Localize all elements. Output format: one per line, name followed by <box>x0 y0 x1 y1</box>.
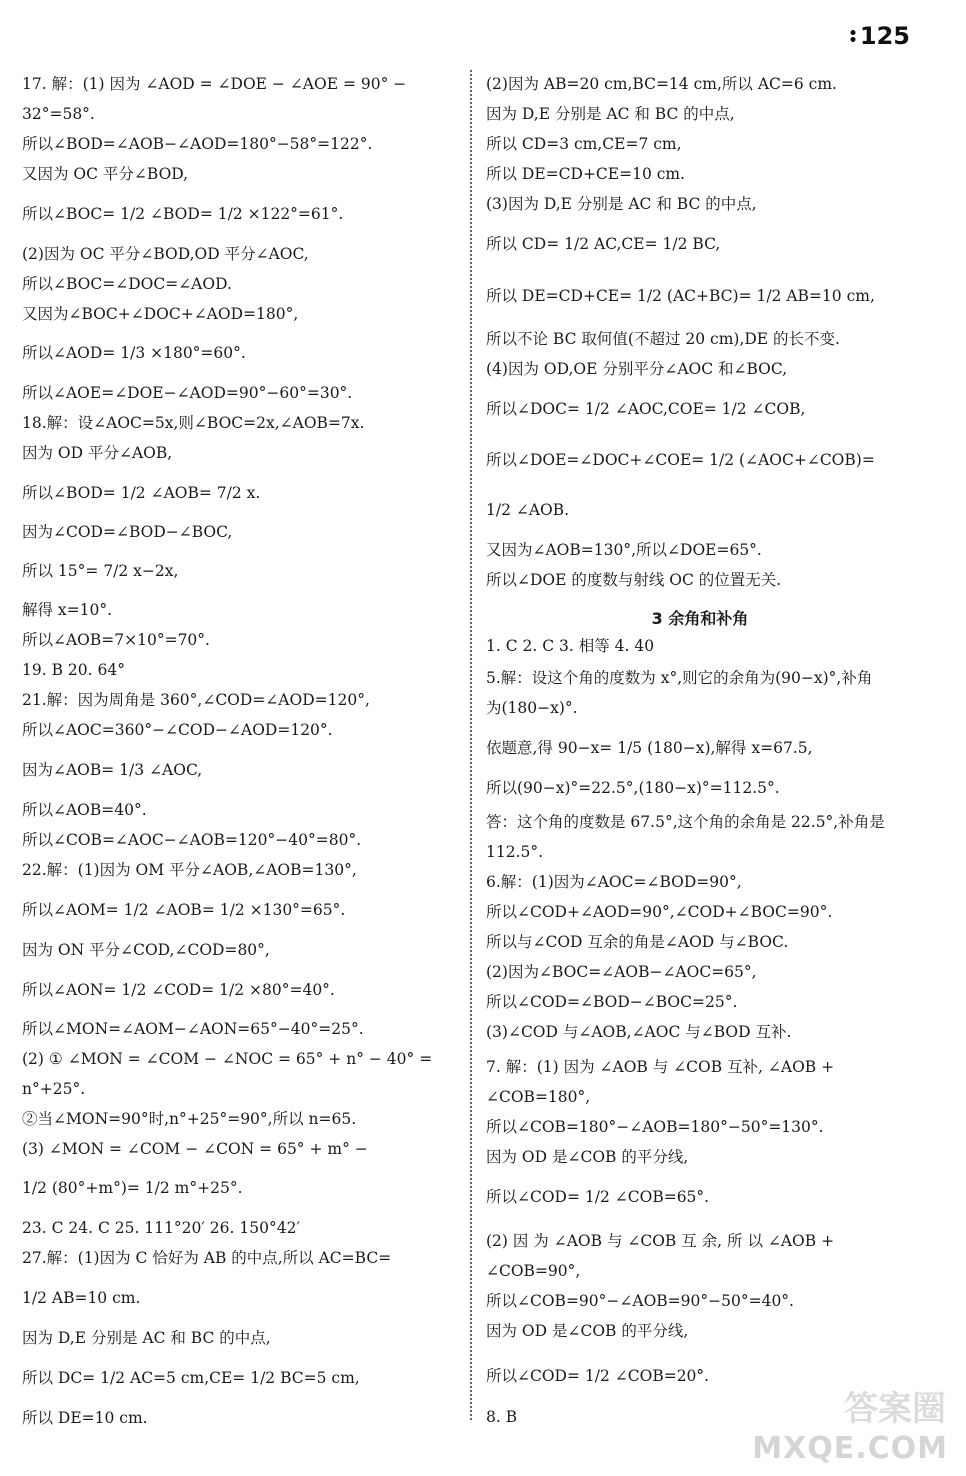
text-line: 因为 D,E 分别是 AC 和 BC 的中点, <box>22 1329 271 1347</box>
text-line: 所以(90−x)°=22.5°,(180−x)°=112.5°. <box>486 779 780 797</box>
text-line: 因为 OD 是∠COB 的平分线, <box>486 1148 689 1166</box>
page-marker-icon <box>850 29 856 43</box>
text-line: 又因为∠BOC+∠DOC+∠AOD=180°, <box>22 305 299 323</box>
text-line: 所以∠MON=∠AOM−∠AON=65°−40°=25°. <box>22 1020 364 1038</box>
text-line: 所以∠AOD= 1/3 ×180°=60°. <box>22 344 246 362</box>
text-line: (2)因为 OC 平分∠BOD,OD 平分∠AOC, <box>22 245 309 263</box>
text-line: 因为 OD 是∠COB 的平分线, <box>486 1322 689 1340</box>
text-line: 1/2 ∠AOB. <box>486 501 570 519</box>
watermark-url: MXQE.COM <box>752 1431 948 1466</box>
text-line: 17. 解：(1) 因为 ∠AOD = ∠DOE − ∠AOE = 90° − <box>22 75 407 93</box>
text-line: 所以∠COD= 1/2 ∠COB=65°. <box>486 1188 710 1206</box>
text-line: (2)因为∠BOC=∠AOB−∠AOC=65°, <box>486 963 757 981</box>
text-line: ∠COB=180°, <box>486 1088 591 1106</box>
text-line: 因为 OD 平分∠AOB, <box>22 444 173 462</box>
text-line: 所以 15°= 7/2 x−2x, <box>22 562 179 580</box>
text-line: ∠COB=90°, <box>486 1262 581 1280</box>
text-line: 1/2 (80°+m°)= 1/2 m°+25°. <box>22 1179 243 1197</box>
text-line: 所以∠BOD=∠AOB−∠AOD=180°−58°=122°. <box>22 135 373 153</box>
text-line: (3)因为 D,E 分别是 AC 和 BC 的中点, <box>486 195 757 213</box>
text-line: 所以 DC= 1/2 AC=5 cm,CE= 1/2 BC=5 cm, <box>22 1369 360 1387</box>
text-line: 解得 x=10°. <box>22 601 113 619</box>
text-line: 所以与∠COD 互余的角是∠AOD 与∠BOC. <box>486 933 789 951</box>
text-line: 所以∠AOC=360°−∠COD−∠AOD=120°. <box>22 721 333 739</box>
text-line: 所以 DE=CD+CE= 1/2 (AC+BC)= 1/2 AB=10 cm, <box>486 287 875 305</box>
text-line: 所以 CD=3 cm,CE=7 cm, <box>486 135 682 153</box>
text-line: 所以∠COD= 1/2 ∠COB=20°. <box>486 1367 710 1385</box>
column-divider <box>470 70 472 1420</box>
text-line: 所以∠DOE 的度数与射线 OC 的位置无关. <box>486 571 782 589</box>
text-line: 所以∠BOD= 1/2 ∠AOB= 7/2 x. <box>22 484 261 502</box>
page-number: 125 <box>850 22 910 50</box>
text-line: 依题意,得 90−x= 1/5 (180−x),解得 x=67.5, <box>486 739 813 757</box>
text-line: 为(180−x)°. <box>486 699 578 717</box>
text-line: (2)因为 AB=20 cm,BC=14 cm,所以 AC=6 cm. <box>486 75 837 93</box>
text-line: 27.解：(1)因为 C 恰好为 AB 的中点,所以 AC=BC= <box>22 1249 392 1267</box>
text-line: 21.解：因为周角是 360°,∠COD=∠AOD=120°, <box>22 691 370 709</box>
section-heading: 3 余角和补角 <box>651 609 749 628</box>
answer-line: 8. B <box>486 1408 518 1426</box>
text-line: 22.解：(1)因为 OM 平分∠AOB,∠AOB=130°, <box>22 861 357 879</box>
watermark-cn: 答案圈 <box>844 1389 946 1429</box>
text-line: 所以 DE=10 cm. <box>22 1409 148 1427</box>
text-line: 所以∠AOM= 1/2 ∠AOB= 1/2 ×130°=65°. <box>22 901 346 919</box>
text-line: (4)因为 OD,OE 分别平分∠AOC 和∠BOC, <box>486 360 788 378</box>
text-line: 112.5°. <box>486 843 544 861</box>
text-line: 5.解：设这个角的度数为 x°,则它的余角为(90−x)°,补角 <box>486 669 873 687</box>
text-line: 答：这个角的度数是 67.5°,这个角的余角是 22.5°,补角是 <box>486 813 885 831</box>
text-line: 所以∠AOB=40°. <box>22 801 147 819</box>
text-line: (3)∠COD 与∠AOB,∠AOC 与∠BOD 互补. <box>486 1023 792 1041</box>
text-line: 所以∠AOE=∠DOE−∠AOD=90°−60°=30°. <box>22 384 353 402</box>
text-line: 所以∠BOC=∠DOC=∠AOD. <box>22 275 232 293</box>
text-line: 所以∠COD+∠AOD=90°,∠COD+∠BOC=90°. <box>486 903 833 921</box>
text-line: 所以∠COD=∠BOD−∠BOC=25°. <box>486 993 738 1011</box>
text-line: 所以∠COB=90°−∠AOB=90°−50°=40°. <box>486 1292 794 1310</box>
text-line: (2) ① ∠MON = ∠COM − ∠NOC = 65° + n° − 40° = <box>22 1050 433 1068</box>
text-line: 又因为 OC 平分∠BOD, <box>22 165 189 183</box>
text-line: 所以∠AOB=7×10°=70°. <box>22 631 210 649</box>
text-line: 因为∠AOB= 1/3 ∠AOC, <box>22 761 203 779</box>
text-line: 所以∠COB=180°−∠AOB=180°−50°=130°. <box>486 1118 824 1136</box>
text-line: 7. 解：(1) 因为 ∠AOB 与 ∠COB 互补, ∠AOB + <box>486 1058 835 1076</box>
text-line: 所以∠AON= 1/2 ∠COD= 1/2 ×80°=40°. <box>22 981 335 999</box>
text-line: 6.解：(1)因为∠AOC=∠BOD=90°, <box>486 873 742 891</box>
text-line: 所以∠COB=∠AOC−∠AOB=120°−40°=80°. <box>22 831 362 849</box>
text-line: 因为 D,E 分别是 AC 和 BC 的中点, <box>486 105 735 123</box>
text-line: 又因为∠AOB=130°,所以∠DOE=65°. <box>486 541 762 559</box>
text-line: 32°=58°. <box>22 105 95 123</box>
text-line: 因为 ON 平分∠COD,∠COD=80°, <box>22 941 270 959</box>
watermark-logo <box>752 1386 952 1466</box>
text-line: 因为∠COD=∠BOD−∠BOC, <box>22 523 233 541</box>
text-line: 所以 DE=CD+CE=10 cm. <box>486 165 686 183</box>
text-line: 所以∠BOC= 1/2 ∠BOD= 1/2 ×122°=61°. <box>22 205 344 223</box>
answer-line: 1. C 2. C 3. 相等 4. 40 <box>486 637 655 655</box>
answer-line: 23. C 24. C 25. 111°20′ 26. 150°42′ <box>22 1219 300 1237</box>
text-line: ②当∠MON=90°时,n°+25°=90°,所以 n=65. <box>22 1110 357 1128</box>
text-line: n°+25°. <box>22 1080 86 1098</box>
text-line: (2) 因 为 ∠AOB 与 ∠COB 互 余, 所 以 ∠AOB + <box>486 1232 835 1250</box>
text-line: 18.解：设∠AOC=5x,则∠BOC=2x,∠AOB=7x. <box>22 414 365 432</box>
answer-line: 19. B 20. 64° <box>22 661 125 679</box>
text-line: 所以 CD= 1/2 AC,CE= 1/2 BC, <box>486 235 721 253</box>
text-line: 1/2 AB=10 cm. <box>22 1289 141 1307</box>
text-line: (3) ∠MON = ∠COM − ∠CON = 65° + m° − <box>22 1140 368 1158</box>
text-line: 所以∠DOE=∠DOC+∠COE= 1/2 (∠AOC+∠COB)= <box>486 451 875 469</box>
text-line: 所以不论 BC 取何值(不超过 20 cm),DE 的长不变. <box>486 330 840 348</box>
text-line: 所以∠DOC= 1/2 ∠AOC,COE= 1/2 ∠COB, <box>486 400 806 418</box>
